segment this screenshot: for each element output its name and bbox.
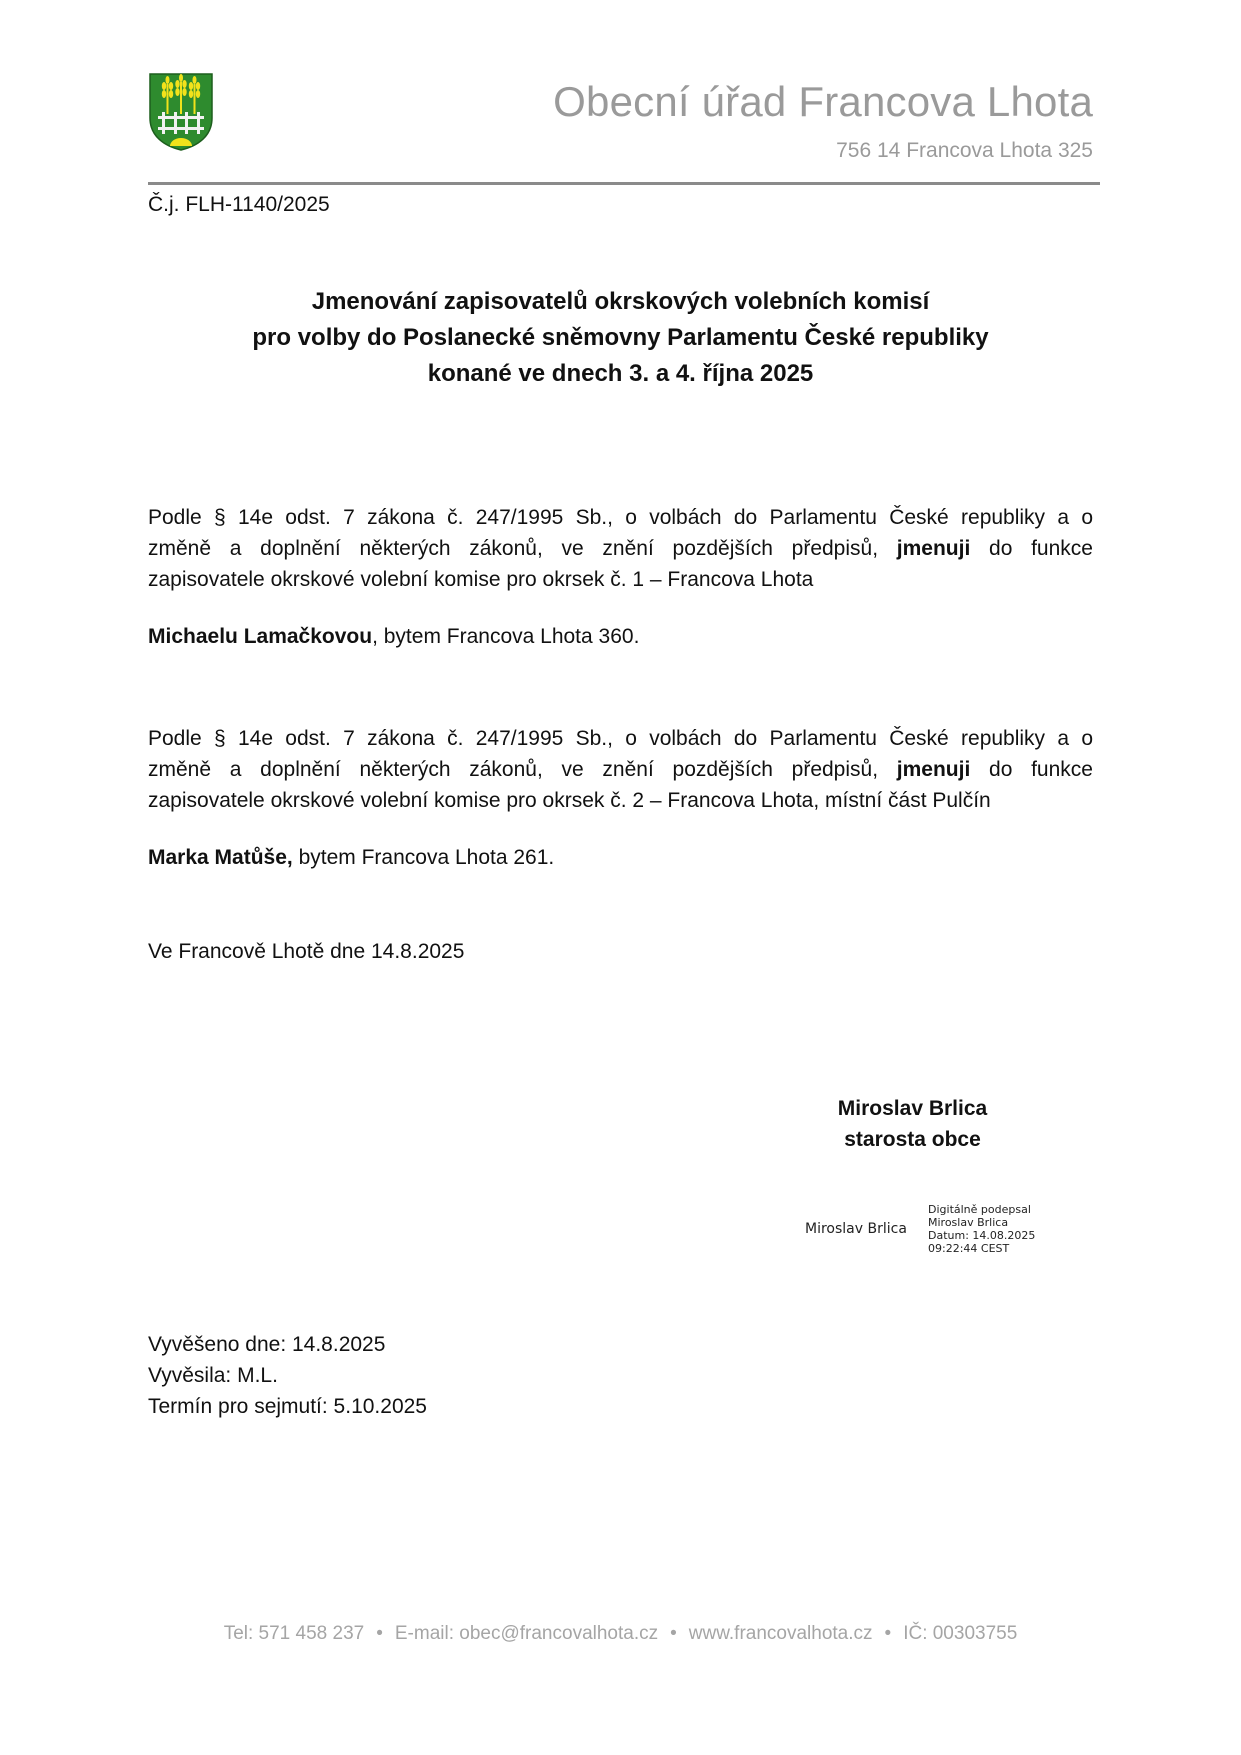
digital-signature-line: Miroslav Brlica <box>928 1216 1009 1229</box>
removal-date: Termín pro sejmutí: 5.10.2025 <box>148 1395 427 1418</box>
paragraph-line: zapisovatele okrskové volební komise pro okrsek č. 1 – Francova Lhota <box>148 568 814 591</box>
paragraph-text: změně a doplnění některých zákonů, ve znění pozdějších předpisů, <box>148 537 879 560</box>
posted-by: Vyvěsila: M.L. <box>148 1364 278 1387</box>
title-line: pro volby do Poslanecké sněmovny Parlamentu České republiky <box>252 324 989 351</box>
paragraph-line: Podle § 14e odst. 7 zákona č. 247/1995 Sb., o volbách do Parlamentu České republiky a o <box>148 727 1093 750</box>
signatory-block <box>820 1093 1005 1155</box>
digital-signature-line: 09:22:44 CEST <box>928 1242 1010 1255</box>
paragraph-text: do funkce <box>989 537 1093 560</box>
title-line: Jmenování zapisovatelů okrskových volebních komisí <box>311 288 930 315</box>
document-title <box>148 284 1093 392</box>
paragraph-line <box>148 533 1093 564</box>
appointee-name: Michaelu Lamačkovou <box>148 625 373 648</box>
coat-of-arms-logo <box>148 72 214 152</box>
paragraph-line: Podle § 14e odst. 7 zákona č. 247/1995 Sb., o volbách do Parlamentu České republiky a o <box>148 506 1093 529</box>
appointee-name: Marka Matůše, <box>148 846 293 869</box>
digital-signature-line: Digitálně podepsal <box>928 1203 1031 1216</box>
paragraph-line: zapisovatele okrskové volební komise pro okrsek č. 2 – Francova Lhota, místní část Pulčín <box>148 789 991 812</box>
footer-separator: • <box>884 1623 892 1644</box>
footer-email: E-mail: obec@francovalhota.cz <box>394 1623 659 1644</box>
posted-date: Vyvěšeno dne: 14.8.2025 <box>148 1333 386 1356</box>
paragraph-text: do funkce <box>989 758 1093 781</box>
appointee-2 <box>148 846 554 870</box>
appointee-address: bytem Francova Lhota 261. <box>292 846 555 869</box>
appointment-paragraph-1 <box>148 502 1093 595</box>
appointee-1 <box>148 625 639 649</box>
office-address: 756 14 Francova Lhota 325 <box>836 139 1093 162</box>
signatory-role: starosta obce <box>844 1128 981 1151</box>
signatory-name: Miroslav Brlica <box>837 1097 988 1120</box>
appointee-address: , bytem Francova Lhota 360. <box>372 625 640 648</box>
footer-website: www.francovalhota.cz <box>688 1623 873 1644</box>
title-line: konané ve dnech 3. a 4. října 2025 <box>427 360 814 387</box>
footer-separator: • <box>670 1623 677 1644</box>
reference-number: Č.j. FLH-1140/2025 <box>148 193 330 216</box>
appointment-paragraph-2 <box>148 723 1093 816</box>
footer-phone: Tel: 571 458 237 <box>223 1623 365 1644</box>
header-divider <box>148 182 1100 185</box>
footer-company-id: IČ: 00303755 <box>903 1623 1018 1644</box>
digital-signature-line: Datum: 14.08.2025 <box>928 1229 1036 1242</box>
paragraph-text: změně a doplnění některých zákonů, ve znění pozdějších předpisů, <box>148 758 879 781</box>
appoint-keyword: jmenuji <box>896 537 971 560</box>
place-and-date: Ve Francově Lhotě dne 14.8.2025 <box>148 940 465 963</box>
footer-separator: • <box>376 1623 383 1644</box>
footer-contacts <box>0 1623 1241 1645</box>
digital-signature-details <box>928 1203 1035 1255</box>
paragraph-line <box>148 754 1093 785</box>
digital-signature-name: Miroslav Brlica <box>805 1221 907 1237</box>
office-name: Obecní úřad Francova Lhota <box>553 78 1093 125</box>
appoint-keyword: jmenuji <box>896 758 971 781</box>
